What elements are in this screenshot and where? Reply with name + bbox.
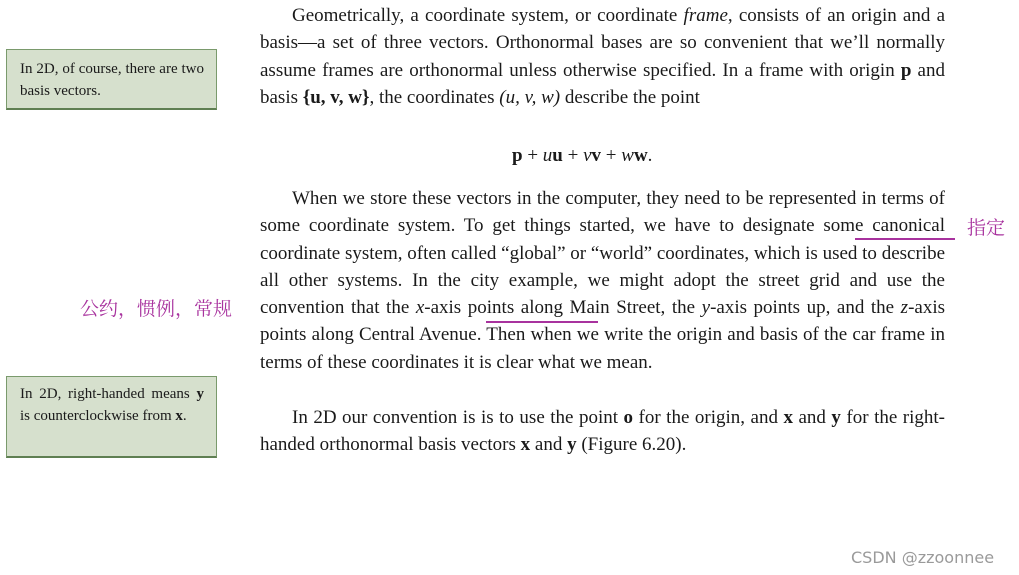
vector-p: p xyxy=(900,59,912,81)
basis-set: {u, v, w} xyxy=(302,86,370,108)
vector-x: x xyxy=(520,434,531,456)
paragraph-text: In 2D our convention is is to use the point xyxy=(292,407,624,428)
paragraph-text: some canonical coordinate system, often called “global” or “world” coordinates, which is used to describe all other systems. In the city example, we might adopt the street grid and use the xyxy=(260,215,945,291)
paragraph-text: that the xyxy=(344,297,416,319)
vector-y: y xyxy=(567,434,577,456)
paragraph-text: , consists of an origin and a basis—a set of three vectors. Orthonormal bases are so convenient that we’ll normally assume frames are orthonormal unless otherwise specified. In a frame with origin xyxy=(260,5,945,81)
watermark: CSDN @zzoonnee xyxy=(851,548,995,567)
paragraph-text: When we store these vectors in the computer, they need to be represented in terms of some coordinate system. To get things started, we have to xyxy=(260,188,945,237)
equation-point xyxy=(512,142,652,169)
annotation-designate-translation: 指定 xyxy=(967,217,1006,239)
word-convention: convention xyxy=(260,297,345,319)
paragraph-text: and basis xyxy=(260,59,945,108)
margin-note-text: In 2D, right-handed means xyxy=(20,386,197,402)
paragraph-text: Geometrically, a coordinate system, or coordinate xyxy=(292,5,684,26)
paragraph-2d-convention xyxy=(260,404,945,459)
paragraph-frame-definition xyxy=(260,2,945,111)
word-designate: designate xyxy=(742,215,815,237)
vector-x: x xyxy=(783,407,793,428)
paragraph-text: for the right-handed orthonormal basis vectors xyxy=(260,407,946,456)
paragraph-text: for the origin, and xyxy=(633,407,784,428)
eq-plus: + xyxy=(601,145,622,166)
paragraph-text: -axis points along Central Avenue. Then when we write the origin and basis of the car frame in terms of these coordinates it is clear what we mean. xyxy=(260,297,945,373)
math-y: y xyxy=(701,297,711,319)
eq-u-scalar: u xyxy=(542,145,553,166)
eq-p: p xyxy=(512,145,523,166)
eq-plus: + xyxy=(522,145,543,166)
eq-plus: + xyxy=(562,145,584,166)
math-x: x xyxy=(415,297,425,319)
vector-y: y xyxy=(196,386,204,402)
paragraph-text: and xyxy=(792,407,832,428)
vector-y: y xyxy=(831,407,841,428)
eq-w-scalar: w xyxy=(621,145,634,166)
annotation-convention-translation: 公约，惯例，常规 xyxy=(80,298,233,320)
underline-designate xyxy=(855,238,955,240)
paragraph-text: -axis points up, and the xyxy=(710,297,901,319)
eq-u-vector: u xyxy=(552,145,563,166)
vector-o: o xyxy=(623,407,634,428)
margin-note-text: In 2D, of course, there are two basis vectors. xyxy=(20,61,204,99)
eq-w-vector: w xyxy=(633,145,648,166)
eq-period: . xyxy=(647,145,653,166)
coordinate-tuple: (u, v, w) xyxy=(499,86,561,108)
paragraph-text: and xyxy=(530,434,568,456)
vector-x: x xyxy=(175,408,183,424)
eq-v-vector: v xyxy=(591,145,602,166)
math-z: z xyxy=(900,297,909,319)
underline-convention xyxy=(486,321,598,323)
paragraph-text: -axis points along Main Street, the xyxy=(424,297,702,319)
term-frame: frame xyxy=(683,5,728,26)
margin-note-text: is counterclockwise from xyxy=(20,408,176,424)
paragraph-global-coordinates xyxy=(260,185,945,376)
paragraph-text: describe the point xyxy=(560,86,700,108)
margin-note-right-handed xyxy=(6,376,217,458)
margin-note-text: . xyxy=(182,408,187,424)
margin-note-basis-vectors xyxy=(6,49,217,110)
paragraph-text: , the coordinates xyxy=(369,86,500,108)
paragraph-text: (Figure 6.20). xyxy=(576,434,687,456)
eq-v-scalar: v xyxy=(583,145,592,166)
